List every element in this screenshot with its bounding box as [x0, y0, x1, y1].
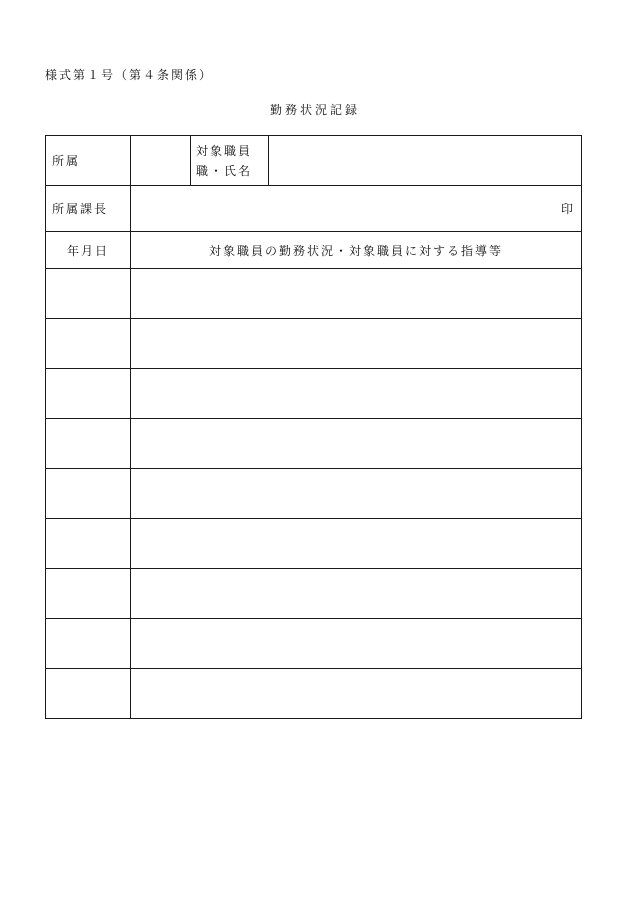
section-chief-label: 所属課長	[46, 186, 131, 232]
entry-date-cell[interactable]	[46, 269, 131, 319]
seal-mark: 印	[560, 202, 575, 216]
table-row	[46, 319, 582, 369]
entry-date-cell[interactable]	[46, 319, 131, 369]
entry-content-cell[interactable]	[131, 319, 582, 369]
entry-date-cell[interactable]	[46, 469, 131, 519]
entry-date-cell[interactable]	[46, 669, 131, 719]
entry-content-cell[interactable]	[131, 269, 582, 319]
entry-date-cell[interactable]	[46, 419, 131, 469]
document-title: 勤務状況記録	[269, 103, 360, 117]
affiliation-label: 所属	[46, 136, 131, 186]
entry-content-cell[interactable]	[131, 469, 582, 519]
section-chief-row	[46, 186, 582, 232]
affiliation-field[interactable]	[131, 136, 191, 186]
target-staff-field[interactable]	[269, 136, 582, 186]
table-row	[46, 469, 582, 519]
entry-date-cell[interactable]	[46, 369, 131, 419]
table-row	[46, 269, 582, 319]
table-row	[46, 569, 582, 619]
entry-content-cell[interactable]	[131, 519, 582, 569]
table-row	[46, 519, 582, 569]
column-header-date: 年月日	[46, 232, 131, 269]
entry-content-cell[interactable]	[131, 619, 582, 669]
entry-content-cell[interactable]	[131, 669, 582, 719]
entry-content-cell[interactable]	[131, 569, 582, 619]
entry-content-cell[interactable]	[131, 369, 582, 419]
column-header-row	[46, 232, 582, 269]
affiliation-row	[46, 136, 582, 186]
form-number: 様式第１号（第４条関係）	[45, 68, 214, 82]
entry-content-cell[interactable]	[131, 419, 582, 469]
entry-date-cell[interactable]	[46, 619, 131, 669]
attendance-record-table	[45, 135, 582, 719]
table-row	[46, 619, 582, 669]
table-row	[46, 669, 582, 719]
table-row	[46, 369, 582, 419]
table-row	[46, 419, 582, 469]
entry-date-cell[interactable]	[46, 569, 131, 619]
entry-date-cell[interactable]	[46, 519, 131, 569]
target-staff-label	[191, 136, 269, 186]
section-chief-field[interactable]	[131, 186, 582, 232]
column-header-content: 対象職員の勤務状況・対象職員に対する指導等	[131, 232, 582, 269]
target-staff-label-line2: 職・氏名	[196, 163, 253, 178]
target-staff-label-line1: 対象職員	[196, 143, 253, 158]
